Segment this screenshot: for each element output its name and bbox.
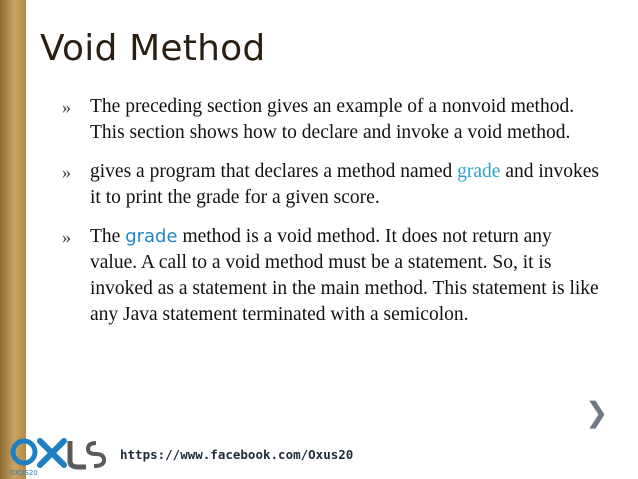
footer-url[interactable]: https://www.facebook.com/Oxus20 [120,447,354,462]
slide-title: Void Method [40,28,266,69]
bullet-marker: » [62,97,71,117]
slide-content [62,94,600,341]
bullet-2-text-before: gives a program that declares a method named [90,161,458,182]
chevron-right-icon[interactable]: ❯ [585,396,609,429]
bullet-3-text-after: method is a void method. It does not return any value. A call to a void method must be a statement. So, it is invoked as a statement in the main method. This statement is like any Java statement terminated with a semicolon. [90,226,599,325]
oxus20-logo [6,433,114,477]
logo-mark [13,441,104,467]
logo-caption: 0XUS20 [10,469,38,477]
bullet-item-2 [62,159,600,211]
bullet-2-highlight: grade [457,161,501,182]
bullet-item-3 [62,224,600,328]
bullet-2-text-after: and invokes it to print the grade for a given score. [90,161,600,208]
bullet-1-text: The preceding section gives an example of a nonvoid method. This section shows how to declare and invoke a void method. [90,96,575,143]
bullet-item-1 [62,94,600,146]
bullet-marker: » [62,162,71,182]
bullet-marker: » [62,227,71,247]
bullet-3-highlight: grade [125,226,178,247]
bullet-3-text-before: The [90,226,126,247]
decorative-sidebar [0,0,26,479]
